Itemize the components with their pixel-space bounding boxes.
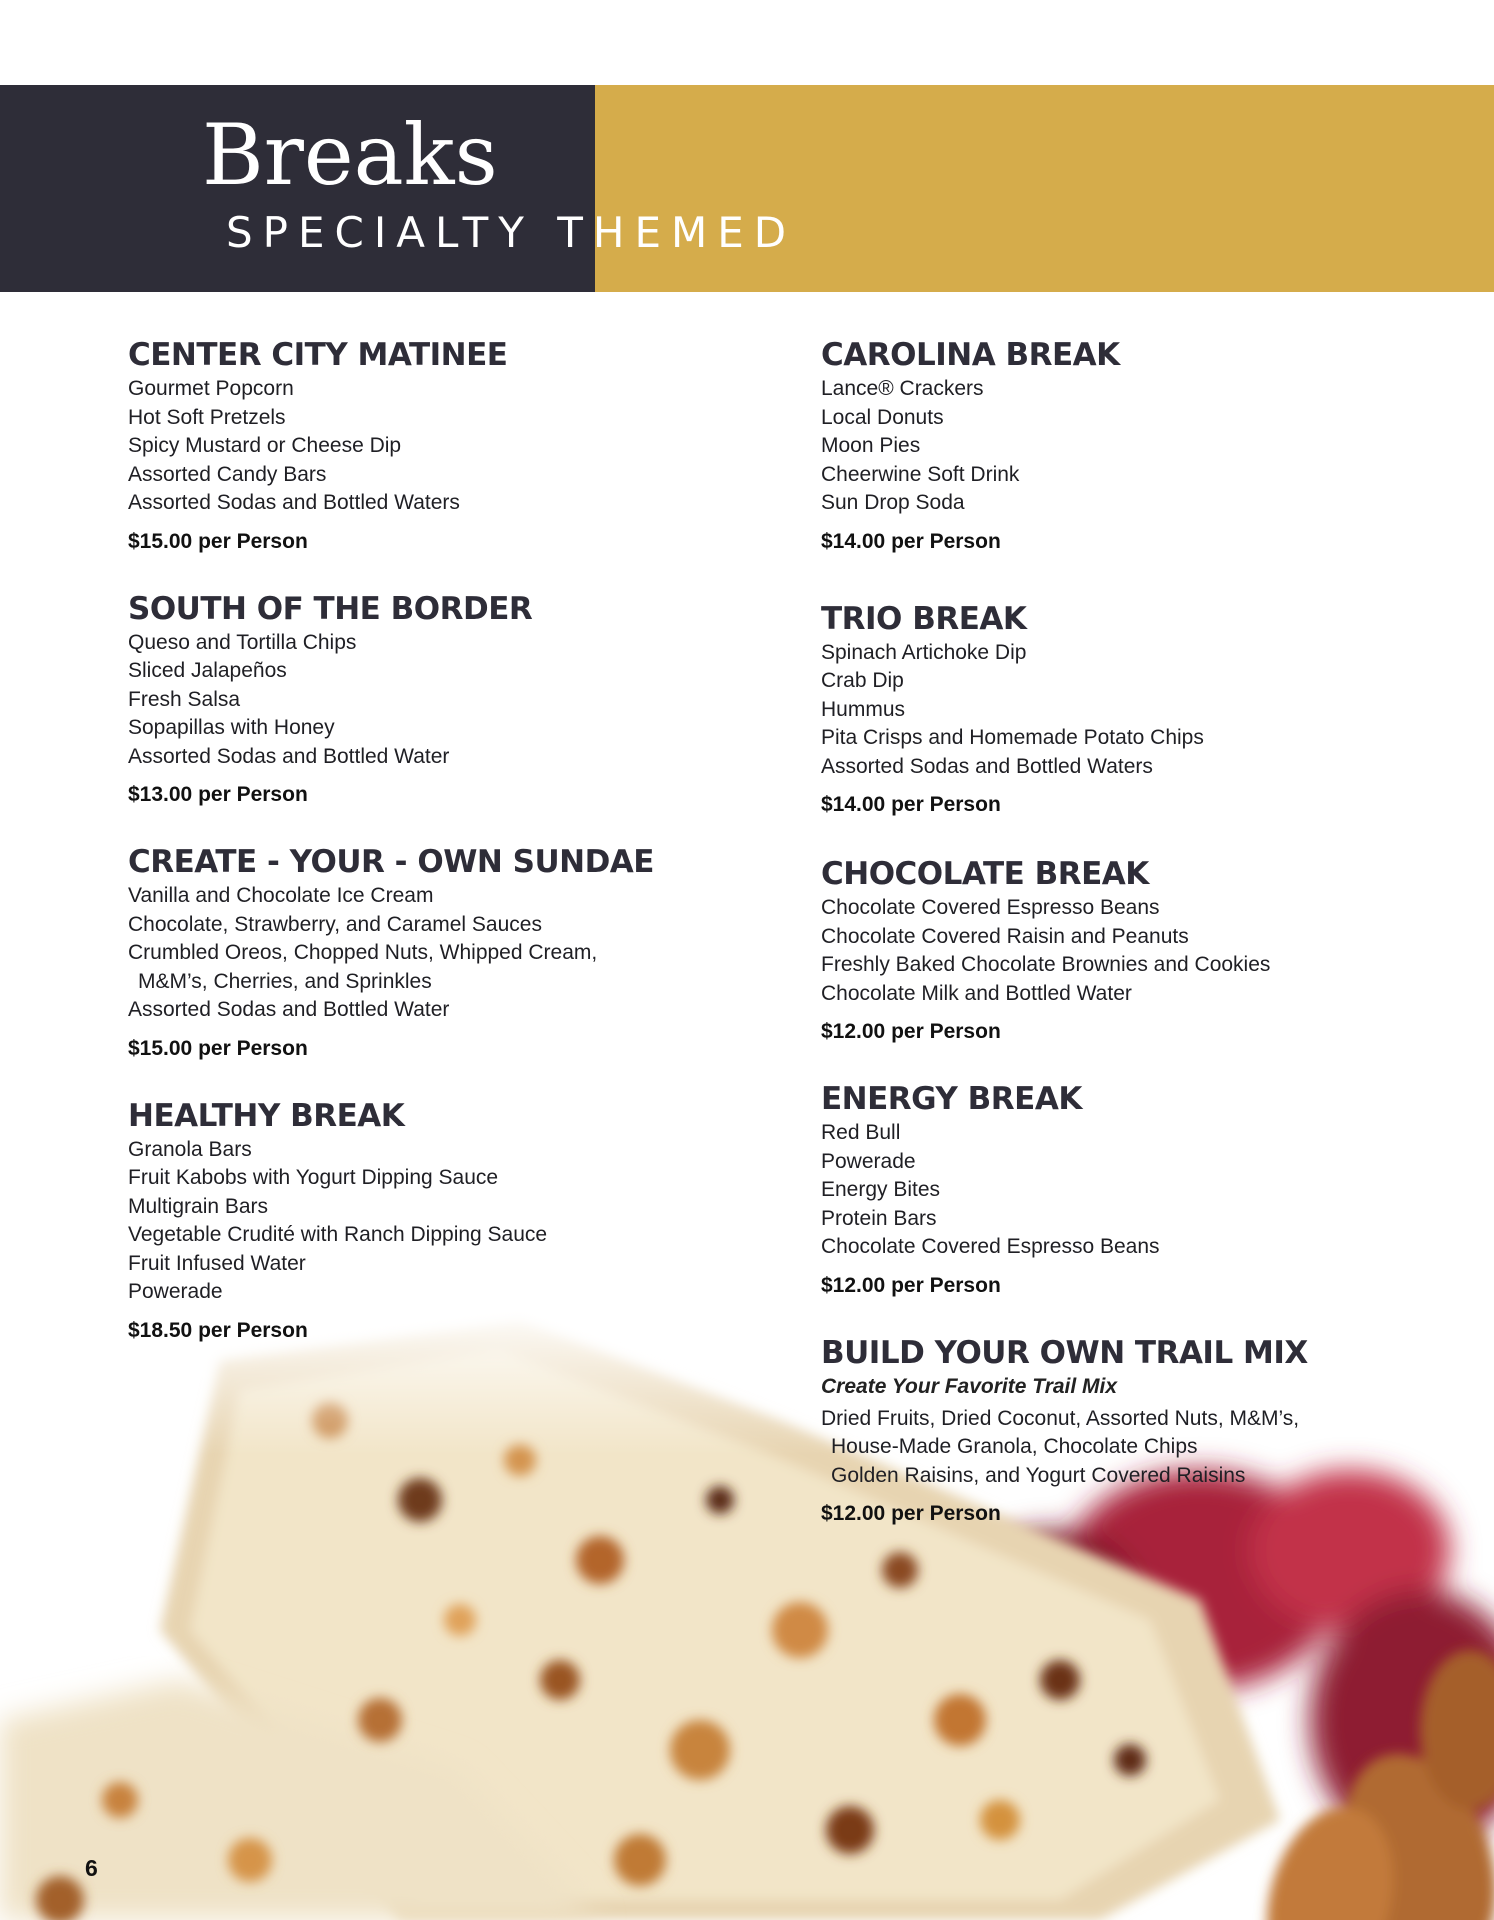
section-price: $15.00 per Person xyxy=(128,529,308,553)
section-price: $12.00 per Person xyxy=(821,1273,1001,1297)
menu-item: Fresh Salsa xyxy=(128,687,241,711)
menu-item: Assorted Sodas and Bottled Waters xyxy=(128,491,460,514)
menu-item: Granola Bars xyxy=(128,1137,252,1161)
section-title: BUILD YOUR OWN TRAIL MIX xyxy=(821,1334,1308,1371)
menu-item: Spinach Artichoke Dip xyxy=(821,640,1027,664)
right-menu-column xyxy=(821,335,1441,1571)
section-title: CENTER CITY MATINEE xyxy=(128,337,508,373)
item-list xyxy=(128,375,728,518)
menu-section xyxy=(821,1333,1441,1529)
section-price: $12.00 per Person xyxy=(821,1020,1001,1043)
menu-item: Golden Raisins, and Yogurt Covered Raisins xyxy=(831,1463,1246,1487)
menu-item: Chocolate Milk and Bottled Water xyxy=(821,981,1132,1005)
menu-section xyxy=(821,335,1441,556)
section-price: $14.00 per Person xyxy=(821,793,1001,816)
menu-item: Hummus xyxy=(821,697,906,721)
page-number: 6 xyxy=(85,1855,98,1881)
menu-item: Energy Bites xyxy=(821,1178,941,1201)
menu-item: Freshly Baked Chocolate Brownies and Cookies xyxy=(821,953,1271,976)
menu-item: Dried Fruits, Dried Coconut, Assorted Nuts, M&M’s, xyxy=(821,1406,1300,1430)
menu-item: Chocolate Covered Espresso Beans xyxy=(821,896,1160,919)
menu-item: Queso and Tortilla Chips xyxy=(128,630,357,654)
menu-section xyxy=(128,1096,728,1345)
item-list xyxy=(128,882,728,1025)
section-price: $18.50 per Person xyxy=(128,1318,308,1342)
section-tagline: Create Your Favorite Trail Mix xyxy=(821,1374,1118,1398)
menu-item: Local Donuts xyxy=(821,405,944,429)
section-title: SOUTH OF THE BORDER xyxy=(128,590,533,627)
section-title: CHOCOLATE BREAK xyxy=(821,856,1149,892)
menu-item: Cheerwine Soft Drink xyxy=(821,462,1020,486)
item-list xyxy=(821,639,1441,782)
section-price: $13.00 per Person xyxy=(128,783,308,806)
section-price: $15.00 per Person xyxy=(128,1036,308,1060)
menu-item: Spicy Mustard or Cheese Dip xyxy=(128,434,402,457)
item-list xyxy=(128,629,728,772)
menu-item: Assorted Sodas and Bottled Waters xyxy=(821,754,1153,778)
page-header xyxy=(0,85,1494,292)
menu-item: Crumbled Oreos, Chopped Nuts, Whipped Cream, xyxy=(128,941,598,964)
left-menu-column xyxy=(128,335,728,1378)
menu-item: Vanilla and Chocolate Ice Cream xyxy=(128,884,434,907)
menu-item: Multigrain Bars xyxy=(128,1194,269,1218)
section-title: CREATE - YOUR - OWN SUNDAE xyxy=(128,844,654,880)
section-title: ENERGY BREAK xyxy=(821,1081,1082,1117)
item-list xyxy=(821,375,1441,518)
menu-item: Lance® Crackers xyxy=(821,377,984,400)
menu-item: Pita Crisps and Homemade Potato Chips xyxy=(821,726,1204,749)
page-subtitle: SPECIALTY THEMED xyxy=(226,208,797,257)
menu-item: Assorted Sodas and Bottled Water xyxy=(128,744,450,768)
menu-item: Hot Soft Pretzels xyxy=(128,405,286,429)
menu-section xyxy=(128,842,728,1063)
item-list xyxy=(821,894,1441,1008)
page-title: Breaks xyxy=(202,106,498,204)
menu-section xyxy=(128,335,728,556)
menu-item: Chocolate Covered Raisin and Peanuts xyxy=(821,924,1189,948)
header-gold-block xyxy=(595,85,1494,292)
menu-item: Sun Drop Soda xyxy=(821,491,965,514)
menu-item: Red Bull xyxy=(821,1121,901,1144)
menu-item: House-Made Granola, Chocolate Chips xyxy=(831,1435,1198,1458)
menu-section xyxy=(821,599,1441,820)
section-title: TRIO BREAK xyxy=(821,600,1027,637)
item-list xyxy=(821,1405,1441,1491)
menu-item: Assorted Candy Bars xyxy=(128,462,327,486)
menu-item: Gourmet Popcorn xyxy=(128,377,294,400)
menu-section xyxy=(821,854,1441,1046)
menu-section xyxy=(821,1079,1441,1300)
menu-item: Protein Bars xyxy=(821,1206,937,1230)
menu-item: Fruit Infused Water xyxy=(128,1251,306,1275)
section-title: CAROLINA BREAK xyxy=(821,337,1120,373)
menu-item: Crab Dip xyxy=(821,669,904,692)
menu-item: Fruit Kabobs with Yogurt Dipping Sauce xyxy=(128,1166,499,1189)
section-price: $14.00 per Person xyxy=(821,529,1001,553)
menu-item: Vegetable Crudité with Ranch Dipping Sauce xyxy=(128,1223,548,1246)
item-list xyxy=(821,1119,1441,1262)
section-title: HEALTHY BREAK xyxy=(128,1097,405,1134)
item-list xyxy=(128,1136,728,1307)
menu-item: Sliced Jalapeños xyxy=(128,659,287,682)
menu-item: Chocolate, Strawberry, and Caramel Sauces xyxy=(128,912,542,936)
menu-item: Powerade xyxy=(128,1280,223,1303)
menu-item: Powerade xyxy=(821,1149,916,1173)
menu-item: Sopapillas with Honey xyxy=(128,716,335,739)
menu-item: Moon Pies xyxy=(821,434,921,457)
menu-item: Chocolate Covered Espresso Beans xyxy=(821,1235,1160,1258)
menu-item: Assorted Sodas and Bottled Water xyxy=(128,998,450,1021)
section-price: $12.00 per Person xyxy=(821,1502,1001,1525)
menu-section xyxy=(128,589,728,810)
menu-item: M&M’s, Cherries, and Sprinkles xyxy=(138,969,432,993)
